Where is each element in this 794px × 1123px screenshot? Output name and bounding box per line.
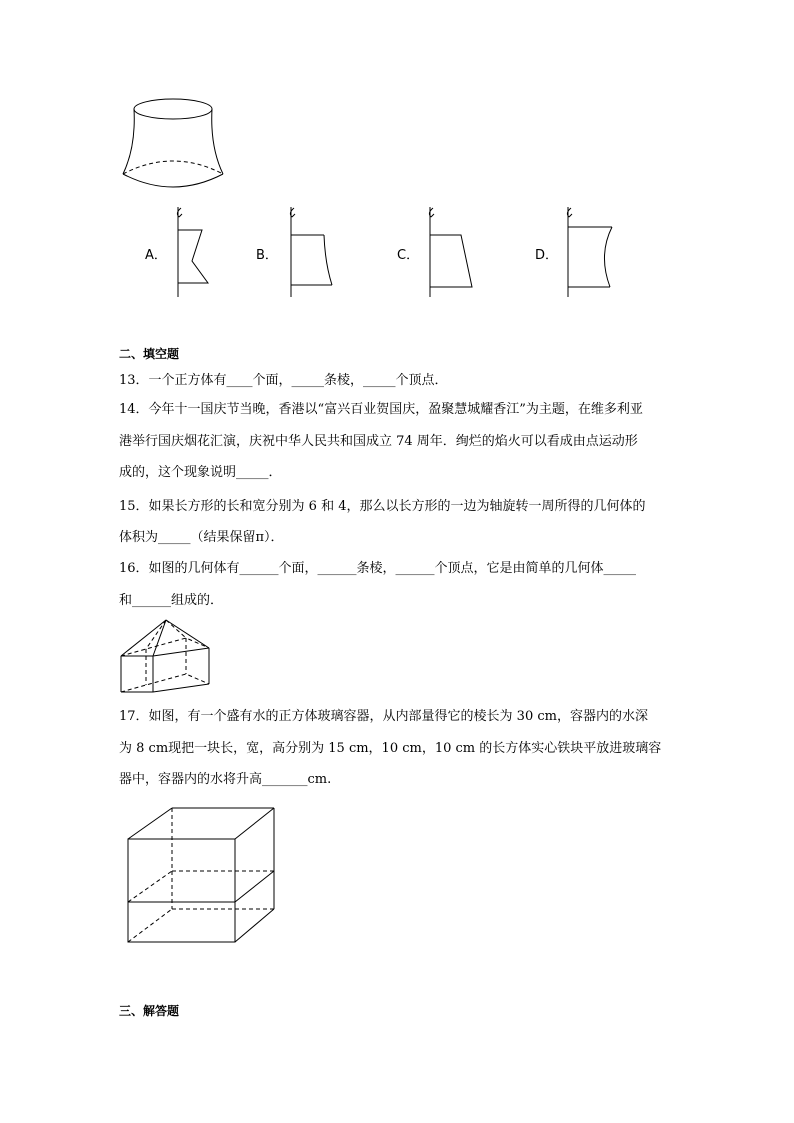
question-14-line-3: 成的，这个现象说明_____． [119,465,282,480]
question-17-line-1: 17．如图，有一个盛有水的正方体玻璃容器，从内部量得它的棱长为 30 cm，容器内的水深 [119,709,648,724]
question-14-line-2: 港举行国庆烟花汇演，庆祝中华人民共和国成立 74 周年．绚烂的焰火可以看成由点运动形 [119,434,638,449]
question-16-line-2: 和______组成的． [119,593,224,608]
question-15-line-2: 体积为_____（结果保留π）． [119,530,284,545]
option-c-label: C． [397,248,420,263]
solid-of-revolution-figure [118,95,228,195]
option-c-figure [420,205,480,300]
cube-container-figure [124,804,280,946]
option-a-figure [168,205,218,300]
option-b-figure [281,205,341,300]
question-17-line-2: 为 8 cm现把一块长，宽，高分别为 15 cm，10 cm，10 cm 的长方体实心铁块平放进玻璃容 [119,741,662,756]
question-13: 13．一个正方体有____个面，_____条棱，_____个顶点． [119,373,448,388]
question-16-line-1: 16．如图的几何体有______个面，______条棱，______个顶点，它是由简单的几何体_____ [119,561,637,576]
option-a-label: A． [145,248,167,263]
option-d-figure [558,205,618,300]
section-3-title: 三、解答题 [119,1004,180,1018]
prism-pyramid-figure [118,618,214,694]
option-b-label: B． [256,248,278,263]
question-15-line-1: 15．如果长方形的长和宽分别为 6 和 4，那么以长方形的一边为轴旋转一周所得的几何体的 [119,499,646,514]
option-d-label: D． [535,248,559,263]
question-17-line-3: 器中，容器内的水将升高_______cm. [119,772,332,787]
section-2-title: 二、填空题 [119,347,180,361]
question-14-line-1: 14．今年十一国庆节当晚，香港以“富兴百业贺国庆，盈聚慧城耀香江”为主题，在维多利亚 [119,402,643,417]
